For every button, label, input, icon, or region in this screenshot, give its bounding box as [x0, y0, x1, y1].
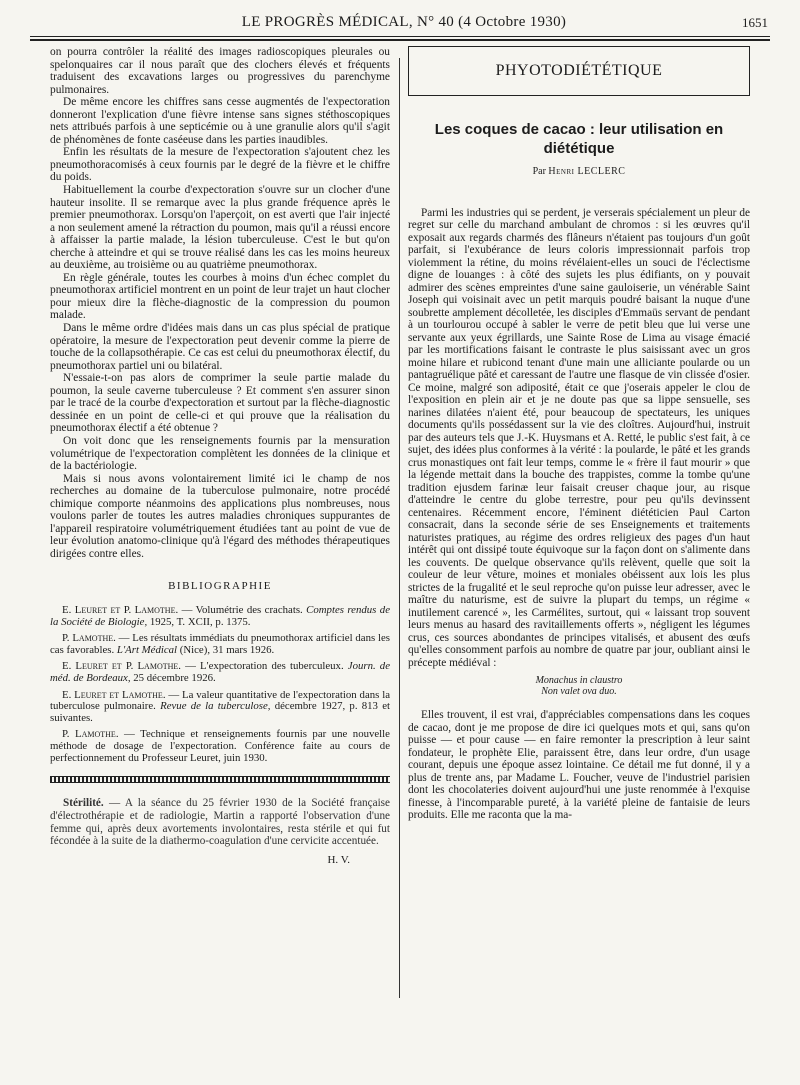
- bibliography-entry: [50, 605, 390, 628]
- news-lead: Stérilité.: [63, 797, 104, 810]
- bib-text: — L'expectoration des tuberculeux.: [180, 660, 348, 673]
- bib-text: — Volumétrie des crachats.: [178, 603, 307, 616]
- bib-tail: 1925, T. XCII, p. 1375.: [147, 615, 251, 628]
- column-divider: [399, 58, 400, 998]
- signature: H. V.: [327, 854, 350, 867]
- news-text: — A la séance du 25 février 1930 de la Société française d'électrothérapie et de radiologie, Martin a rapporté l'observation d'une femme qui, après deux avortements involontaires, resta stérile et qui fut fécondée à la suite de la diathermo-coagulation d'une cervicite accentuée.: [50, 797, 390, 848]
- section-title-box: [408, 46, 750, 96]
- bib-tail: décembre 1927, p. 813 et suivantes.: [50, 700, 390, 724]
- bibliography-entry: [50, 633, 390, 656]
- bib-text: — La valeur quantitative de l'expectoration dans la tuberculose pulmonaire.: [50, 688, 390, 713]
- paragraph: On voit donc que les renseignements fournis par la mensuration volumétrique de l'expectoration complètent les données de la clinique et de la bactériologie.: [50, 434, 390, 473]
- byline-author: Henri LECLERC: [548, 166, 626, 177]
- paragraph: Mais si nous avons volontairement limité ici le champ de nos recherches au domaine de la tuberculose pulmonaire, notre procédé chimique comporte néanmoins des applications plus nombreuses, nous voulons parler de toutes les autres maladies chroniques suppurantes de l'appareil respiratoire volumétriquement étudiées tant au point de vue de leur évolution anatomo-clinique qu'à l'égard des méthodes thérapeutiques dirigées contre elles.: [50, 472, 390, 560]
- journal-title: LE PROGRÈS MÉDICAL, N° 40 (4 Octobre 1930): [241, 14, 567, 30]
- quote-line: Monachus in claustro: [535, 675, 623, 686]
- page-number: 1651: [742, 15, 768, 30]
- bib-text: — Les résultats immédiats du pneumothorax artificiel dans les cas favorables.: [50, 632, 390, 656]
- latin-quote: [408, 675, 750, 697]
- paragraph: De même encore les chiffres sans cesse augmentés de l'expectoration donneront l'explication d'une fièvre intense sans signes stéthoscopiques nets attribués parfois à une septicémie ou à une granulie alors qu'il s'agit de phénomènes de fonte caséeuse dans les parties inaudibles.: [50, 96, 390, 146]
- page-header: [40, 14, 768, 34]
- left-column: [50, 46, 390, 867]
- section-title: PHYOTODIÉTÉTIQUE: [495, 61, 663, 79]
- news-item-sterilite: [50, 797, 390, 848]
- paragraph: Habituellement la courbe d'expectoration s'ouvre sur un clocher d'une hauteur insolite. Il se remarque avec la plus grande fréquence après le premier pneumothorax. Lorsqu'on l'aperçoit, on est averti que l'air injecté a non seulement amené la rétraction du poumon, mais qu'il a réussi encore à affaisser la partie malade, la lésion tuberculeuse. C'est le but qu'on cherche à atteindre et qui se trouve réalisé dans les cas les moins heureux au deuxième, au troisième ou au quatrième pneumothorax.: [50, 184, 390, 272]
- byline-prefix: Par: [532, 166, 546, 177]
- paragraph: Elles trouvent, il est vrai, d'appréciables compensations dans les coques de cacao, dont je me propose de dire ici quelques mots et qui, sans qu'on puisse — et pour cause — en faire remonter la prescription à leur saint fondateur, le prophète Elie, paraissent être, dans leur ordre, d'un usage courant, depuis une époque assez lointaine. Ce détail me fut donné, il y a plus de trente ans, par Madame L. Foucher, veuve de l'industriel parisien dont les chocolateries doivent aujourd'hui une juste renommée à l'exquise finesse, à l'incomparable pureté, à la variété pleine de fantaisie de leurs produits. Elle me raconta que la ma-: [408, 709, 750, 821]
- header-rule-thick: [30, 39, 770, 41]
- article-title: Les coques de cacao : leur utilisation en diététique: [434, 121, 724, 157]
- paragraph: En règle générale, toutes les courbes à moins d'un échec complet du pneumothorax artificiel montrent en un point de leur trajet un haut clocher pour mieux dire la flèche-diagnostic de la compression du poumon malade.: [50, 271, 390, 322]
- bibliography-heading: BIBLIOGRAPHIE: [168, 580, 272, 593]
- bib-authors: E. Leuret et P. Lamothe.: [62, 603, 179, 616]
- bibliography-entry: [50, 661, 390, 684]
- paragraph: Enfin les résultats de la mesure de l'expectoration s'ajoutent chez les pneumothoracomisés à ceux fournis par le degré de la fièvre et le chiffre du poids.: [50, 146, 390, 184]
- bibliography-entry: [50, 690, 390, 725]
- bib-source: Journ. de méd. de Bordeaux,: [50, 660, 390, 684]
- bib-source: Comptes rendus de la Société de Biologie,: [50, 603, 390, 628]
- paragraph: on pourra contrôler la réalité des images radioscopiques pleurales ou spelonquaires car il nous paraît que des clochers élevés et fréquents traduisent des excavations larges ou progressives du parenchyme pulmonaires.: [50, 46, 390, 96]
- quote-line: Non valet ova duo.: [541, 686, 617, 697]
- right-column: [408, 46, 750, 822]
- bib-source: L'Art Médical: [116, 643, 178, 656]
- section-separator: [50, 776, 390, 783]
- bib-authors: E. Leuret et Lamothe.: [62, 688, 166, 701]
- bib-authors: P. Lamothe.: [62, 728, 119, 741]
- bib-authors: P. Lamothe.: [62, 632, 116, 645]
- bib-tail: (Nice), 31 mars 1926.: [177, 643, 275, 656]
- bibliography-entry: [50, 729, 390, 764]
- bib-source: Revue de la tuberculose,: [160, 700, 271, 713]
- paragraph: Dans le même ordre d'idées mais dans un cas plus spécial de pratique opératoire, la mesure de l'expectoration peut devenir comme la pierre de touche de la collapsothérapie. Ce cas est celui du pneumothorax électif, du pneumothorax partiel uni ou bilatéral.: [50, 322, 391, 372]
- bib-tail: 25 décembre 1926.: [130, 671, 216, 684]
- byline: [408, 166, 750, 179]
- bib-text: — Technique et renseignements fournis par une nouvelle méthode de dosage de l'expectoration. Conférence faite au cours de perfectionnement du Professeur Leuret, juin 1930.: [50, 728, 390, 764]
- header-rule: [30, 36, 770, 37]
- paragraph: Parmi les industries qui se perdent, je verserais spécialement un pleur de regret sur celle du marchand ambulant de chromos : si les œuvres qu'il exposait aux regards charmés des flâneurs n'étaient pas toujours d'un goût parfait, si l'exubérance de leurs coloris impressionnait parfois trop violemment la rétine, du moins révélaient-elles un souci de l'éclectisme digne de louanges : à côté des sujets les plus édifiants, on y pouvait admirer des scènes empreintes d'une saine gauloiserie, un vénérable Saint Joseph qui voisinait avec un petit marquis poudré baisant la nuque d'une soubrette amplement décolletée, les disciples d'Emmaüs servant de pendant à un tourlourou occupé à sabler le verre de petit bleu que lui verse une servante aux yeux égrillards, une Sainte Rose de Lima au visage émacié par les mortifications faisant le contraste le plus saisissant avec un gros moine hilare et rubicond tenant d'une main une alliciante poularde ou un pantagruélique pâté et caressant de l'autre une flasque de vin clissée d'osier. Ce moine, malgré son adiposité, était ce que j'oserais appeler le clou de l'exposition en plein air et je ne doute pas que sa lippe sensuelle, ses narines dilatées n'aient été, pour beaucoup de spectateurs, les uniques documents qu'ils possédassent sur la vie des cloîtres. Aujourd'hui, instruit par des auteurs tels que J.-K. Huysmans et A. Retté, le public s'est fait, à ce sujet, des idées plus conformes à la vérité : la poularde, le pâté et les grands crus monastiques ont fait leur temps, comme le « frère il faut mourir » que la légende mettait dans la bouche des trappistes, comme la tombe qu'une tradition ejusdem farinæ leur faisait creuser chaque jour, au risque d'atteindre le centre du globe terrestre, pour peu qu'ils devinssent centenaires. Récemment encore, l'éminent diététicien Paul Carton consacrait, dans la seconde série de ses Enseignements et traitements naturistes pratiques, au régime des ordres religieux des pages d'un haut intérêt qui ont dissipé toute équivoque sur la façon dont on s'alimente dans les couvents. De quelque observance qu'ils relèvent, quelle que soit la couleur de leur vêture, moines et moniales obéissent aux lois les plus strictes de la frugalité et le seul reproche qu'on puisse leur adresser, avec le maître du naturisme, est de suivre la plupart du temps, un régime « inutilement carencé », les Carmélites, surtout, qui « laissant trop souvent leurs menus au hasard des ravitaillements offerts », négligent les légumes crus, ces sources abondantes de principes vitalisés, et abusent des œufs qu'elles consomment parfois au nombre de quatre par jour, oubliant ainsi le précepte médiéval :: [408, 206, 750, 669]
- paragraph: N'essaie-t-on pas alors de comprimer la seule partie malade du poumon, la seule caverne tuberculeuse ? Et comment s'en assurer sinon par le tracé de la courbe d'expectoration et surtout par la flèche-diagnostic dessinée en un point de celle-ci et qui prouve que la réalisation du pneumothorax électif a été obtenue ?: [50, 372, 390, 435]
- bib-authors: E. Leuret et P. Lamothe.: [62, 660, 181, 673]
